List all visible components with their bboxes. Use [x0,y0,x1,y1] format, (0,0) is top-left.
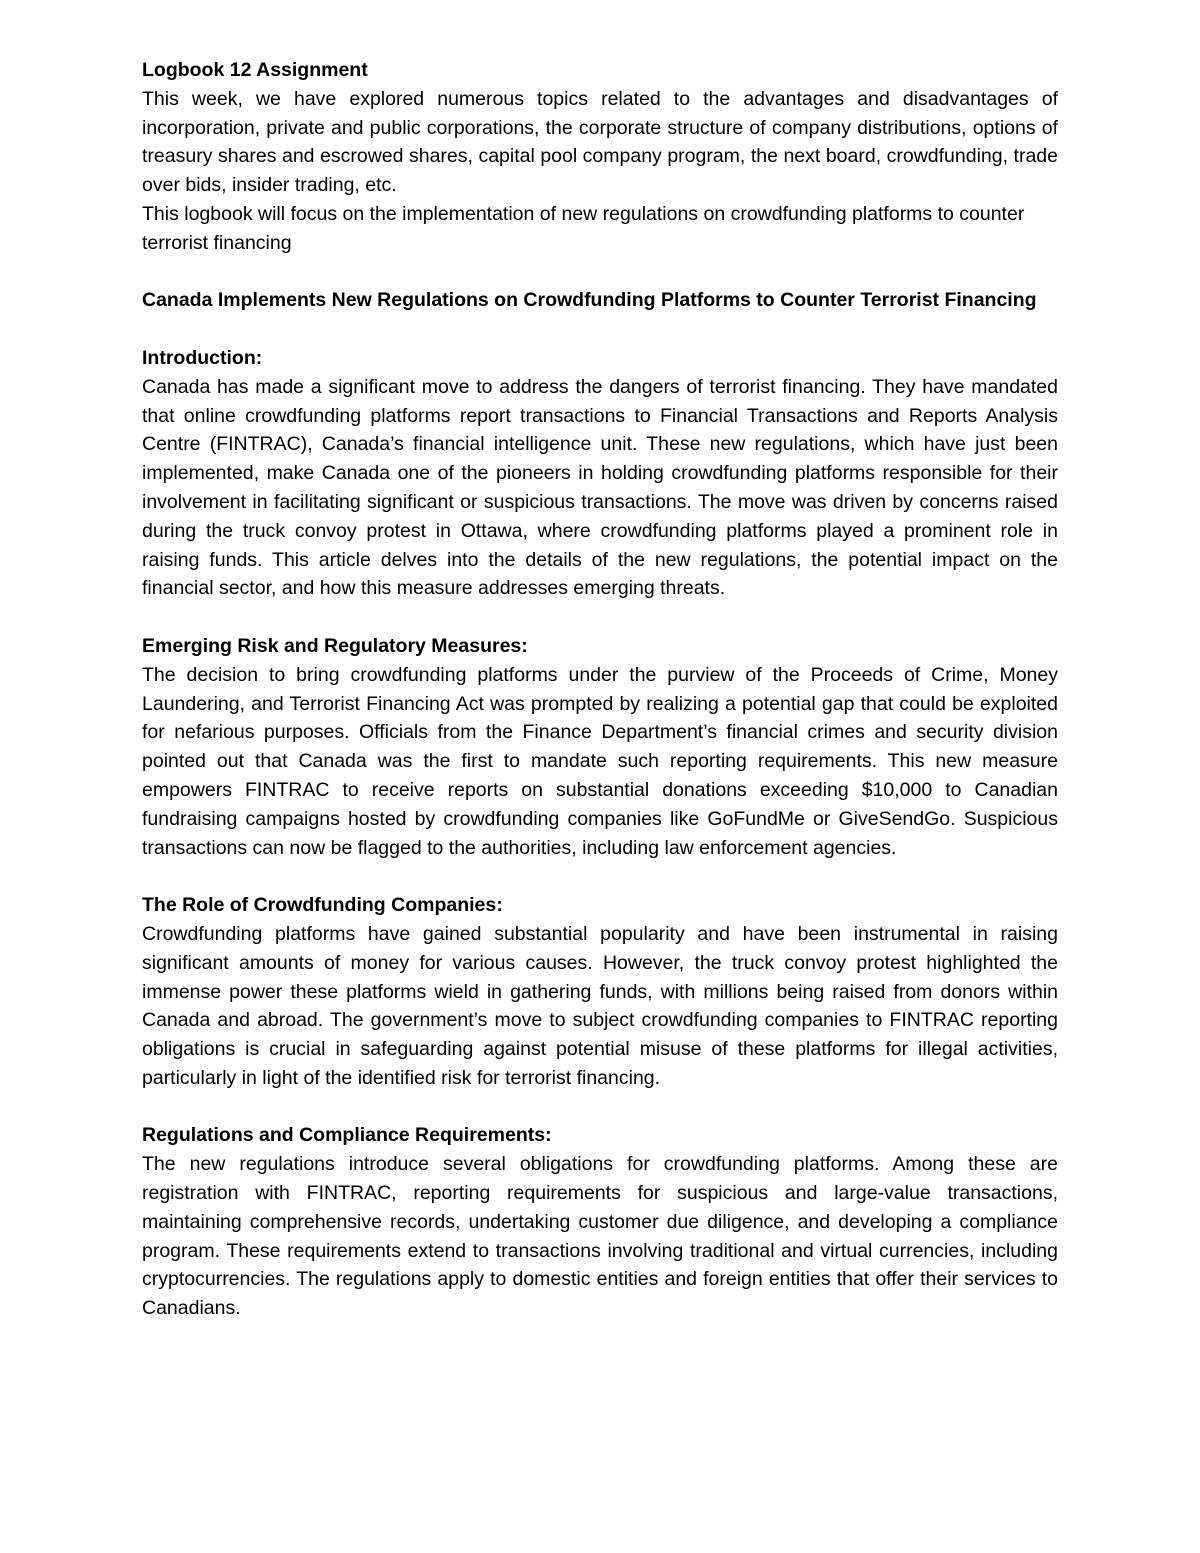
section-heading-crowdfunding-role: The Role of Crowdfunding Companies: [142,894,503,917]
section-heading-introduction: Introduction: [142,346,263,369]
article-title: Canada Implements New Regulations on Crowdfunding Platforms to Counter Terrorist Financing [142,289,1037,312]
spacer [142,1093,1058,1122]
spacer [142,258,1058,287]
section-body-regulations: The new regulations introduce several obligations for crowdfunding platforms. Among these are registration with FINTRAC, reporting requirements for suspicious and large-value transactions, maintaining comprehensive records, undertaking customer due diligence, and developing a compliance program. These requirements extend to transactions involving traditional and virtual currencies, including cryptocurrencies. The regulations apply to domestic entities and foreign entities that offer their services to Canadians. [142,1153,1058,1320]
section-body-emerging-risk: The decision to bring crowdfunding platforms under the purview of the Proceeds of Crime, Money Laundering, and Terrorist Financing Act was prompted by realizing a potential gap that could be exploited for nefarious purposes. Officials from the Finance Department’s financial crimes and security division pointed out that Canada was the first to mandate such reporting requirements. This new measure empowers FINTRAC to receive reports on substantial donations exceeding $10,000 to Canadian fundraising campaigns hosted by crowdfunding companies like GoFundMe or GiveSendGo. Suspicious transactions can now be flagged to the authorities, including law enforcement agencies. [142,663,1058,859]
spacer [142,603,1058,632]
spacer [142,862,1058,891]
section-body-crowdfunding-role: Crowdfunding platforms have gained substantial popularity and have been instrumental in raising significant amounts of money for various causes. However, the truck convoy protest highlighted the immense power these platforms wield in gathering funds, with millions being raised from donors within Canada and abroad. The government’s move to subject crowdfunding companies to FINTRAC reporting obligations is crucial in safeguarding against potential misuse of these platforms for illegal activities, particularly in light of the identified risk for terrorist financing. [142,922,1058,1089]
section-heading-regulations: Regulations and Compliance Requirements: [142,1124,552,1147]
intro-paragraph: This week, we have explored numerous topics related to the advantages and disadvantages of incorporation, private and public corporations, the corporate structure of company distributions, options of treasury shares and escrowed shares, capital pool company program, the next board, crowdfunding, trade over bids, insider trading, etc. [142,87,1058,197]
document-title: Logbook 12 Assignment [142,59,368,81]
focus-paragraph: This logbook will focus on the implementation of new regulations on crowdfunding platforms to counter terrorist financing [142,202,1025,254]
section-heading-emerging-risk: Emerging Risk and Regulatory Measures: [142,634,528,657]
spacer [142,315,1058,344]
section-body-introduction: Canada has made a significant move to address the dangers of terrorist financing. They have mandated that online crowdfunding platforms report transactions to Financial Transactions and Reports Analysis Centre (FINTRAC), Canada’s financial intelligence unit. These new regulations, which have just been implemented, make Canada one of the pioneers in holding crowdfunding platforms responsible for their involvement in facilitating significant or suspicious transactions. The move was driven by concerns raised during the truck convoy protest in Ottawa, where crowdfunding platforms played a prominent role in raising funds. This article delves into the details of the new regulations, the potential impact on the financial sector, and how this measure addresses emerging threats. [142,375,1058,600]
document-page [142,56,1058,1323]
